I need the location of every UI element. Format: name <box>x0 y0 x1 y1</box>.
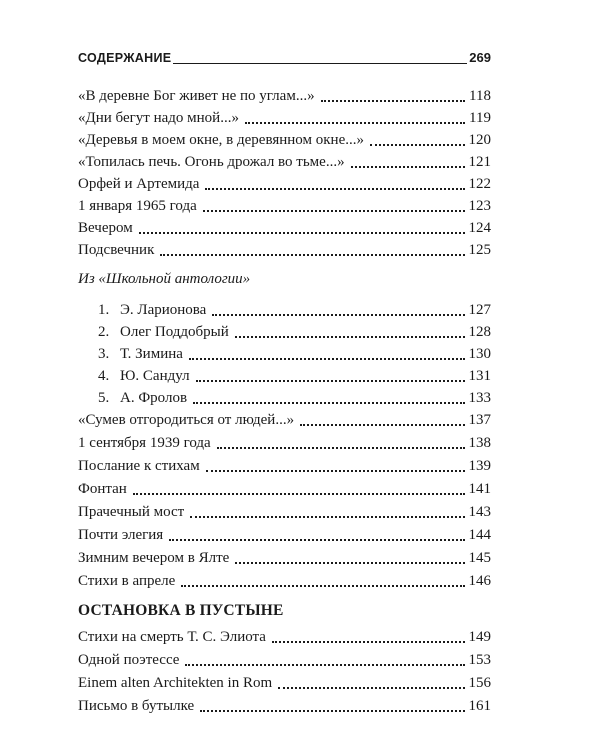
toc-entry <box>78 84 491 106</box>
toc-entry-page: 121 <box>468 154 491 170</box>
toc-entry-title: «В деревне Бог живет не по углам...» <box>78 88 315 104</box>
toc-entry-title: Почти элегия <box>78 527 164 543</box>
toc-entry-title: Стихи в апреле <box>78 573 176 589</box>
dot-leader <box>212 314 464 316</box>
toc-entry-page: 122 <box>468 176 491 192</box>
dot-leader <box>351 166 465 168</box>
toc-entry-title: «Топилась печь. Огонь дрожал во тьме...» <box>78 154 345 170</box>
dot-leader <box>169 539 464 541</box>
dot-leader <box>193 402 464 404</box>
toc-entry <box>78 671 491 693</box>
toc-entry-page: 131 <box>468 368 491 384</box>
dot-leader <box>189 358 465 360</box>
toc-entry-title <box>98 303 206 320</box>
toc-entry-page: 127 <box>468 302 491 318</box>
toc-entry-page: 139 <box>468 458 491 474</box>
dot-leader <box>272 641 465 643</box>
toc-entry-number: 4. <box>98 368 110 384</box>
toc-entry-page: 138 <box>468 435 491 451</box>
toc-entry-page: 144 <box>468 527 491 543</box>
toc-entry-page: 145 <box>468 550 491 566</box>
toc-entry-page: 137 <box>468 412 491 428</box>
toc-entry-page: 133 <box>468 390 491 406</box>
toc-entry-title: Орфей и Артемида <box>78 176 200 192</box>
toc-entry-page: 141 <box>468 481 491 497</box>
toc-entry-page: 128 <box>468 324 491 340</box>
toc-entry <box>78 477 491 499</box>
toc-entry-number: 5. <box>98 390 110 406</box>
toc-entry-title: Стихи на смерть Т. С. Элиота <box>78 629 266 645</box>
toc-entry <box>78 454 491 476</box>
toc-entry-title: «Сумев отгородиться от людей...» <box>78 412 295 428</box>
toc-entry-title <box>98 325 229 342</box>
toc-entry <box>98 342 491 364</box>
toc-entry-name: Т. Зимина <box>120 346 183 362</box>
toc-entry <box>78 128 491 150</box>
toc-entry <box>78 546 491 568</box>
toc-entry-page: 123 <box>468 198 491 214</box>
dot-leader <box>321 100 465 102</box>
toc-entry <box>78 150 491 172</box>
toc-entry-title: Einem alten Architekten in Rom <box>78 675 273 691</box>
dot-leader <box>190 516 464 518</box>
dot-leader <box>205 188 464 190</box>
toc-entry-page: 125 <box>468 242 491 258</box>
toc-entry-number: 1. <box>98 302 110 318</box>
toc-entry <box>98 386 491 408</box>
toc-entry-page: 146 <box>468 573 491 589</box>
toc-entry <box>98 298 491 320</box>
anthology-subheading: Из «Школьной антологии» <box>78 271 251 287</box>
dot-leader <box>370 144 465 146</box>
toc-entry <box>78 523 491 545</box>
toc-entry-title: Одной поэтессе <box>78 652 180 668</box>
toc-entry-name: А. Фролов <box>120 390 188 406</box>
dot-leader <box>206 470 465 472</box>
toc-entry-name: Олег Поддобрый <box>120 324 229 340</box>
toc-entry-title: 1 сентября 1939 года <box>78 435 211 451</box>
toc-entry-title <box>98 369 190 386</box>
toc-entry <box>78 408 491 430</box>
toc-entry-page: 130 <box>468 346 491 362</box>
toc-entry-title: Вечером <box>78 220 133 236</box>
toc-entry-title: Письмо в бутылке <box>78 698 195 714</box>
toc-entry <box>78 694 491 716</box>
dot-leader <box>139 232 465 234</box>
dot-leader <box>196 380 465 382</box>
toc-entry-title: Зимним вечером в Ялте <box>78 550 230 566</box>
toc-entry <box>98 320 491 342</box>
toc-entry-title: Фонтан <box>78 481 127 497</box>
toc-entry-title: 1 января 1965 года <box>78 198 197 214</box>
toc-entry <box>78 569 491 591</box>
section-heading: ОСТАНОВКА В ПУСТЫНЕ <box>78 602 284 619</box>
toc-entry-name: Ю. Сандул <box>120 368 190 384</box>
toc-entry-page: 120 <box>468 132 491 148</box>
dot-leader <box>133 493 465 495</box>
toc-entry-page: 161 <box>468 698 491 714</box>
dot-leader <box>278 687 464 689</box>
toc-entry-title: «Деревья в моем окне, в деревянном окне...» <box>78 132 364 148</box>
toc-entry-number: 2. <box>98 324 110 340</box>
toc-entry-title: Подсвечник <box>78 242 155 258</box>
toc-entry-page: 124 <box>468 220 491 236</box>
toc-entry <box>78 106 491 128</box>
dot-leader <box>181 585 464 587</box>
dot-leader <box>235 562 464 564</box>
toc-entry-page: 118 <box>469 88 491 104</box>
dot-leader <box>235 336 465 338</box>
toc-entry-page: 119 <box>469 110 491 126</box>
toc-entry-title <box>98 391 187 408</box>
dot-leader <box>245 122 465 124</box>
toc-entry <box>78 172 491 194</box>
toc-entry <box>78 194 491 216</box>
page-number: 269 <box>469 50 491 65</box>
toc-entry <box>78 625 491 647</box>
toc-entry-page: 153 <box>468 652 491 668</box>
dot-leader <box>217 447 465 449</box>
toc-entry-page: 149 <box>468 629 491 645</box>
dot-leader <box>300 424 464 426</box>
toc-entry <box>78 431 491 453</box>
toc-entry-title: «Дни бегут надо мной...» <box>78 110 239 126</box>
toc-entry-title <box>98 347 183 364</box>
toc-entry-title: Прачечный мост <box>78 504 185 520</box>
dot-leader <box>200 710 464 712</box>
dot-leader <box>160 254 464 256</box>
toc-entry <box>78 216 491 238</box>
toc-entry-number: 3. <box>98 346 110 362</box>
toc-entry <box>78 500 491 522</box>
toc-entry <box>78 238 491 260</box>
toc-entry-name: Э. Ларионова <box>120 302 207 318</box>
running-header <box>78 44 491 66</box>
dot-leader <box>203 210 465 212</box>
toc-entry <box>78 648 491 670</box>
toc-entry-title: Послание к стихам <box>78 458 200 474</box>
running-header-title: СОДЕРЖАНИЕ <box>78 50 172 65</box>
toc-entry-page: 156 <box>468 675 491 691</box>
dot-leader <box>185 664 464 666</box>
toc-entry-page: 143 <box>468 504 491 520</box>
toc-entry <box>98 364 491 386</box>
header-rule <box>173 63 467 64</box>
